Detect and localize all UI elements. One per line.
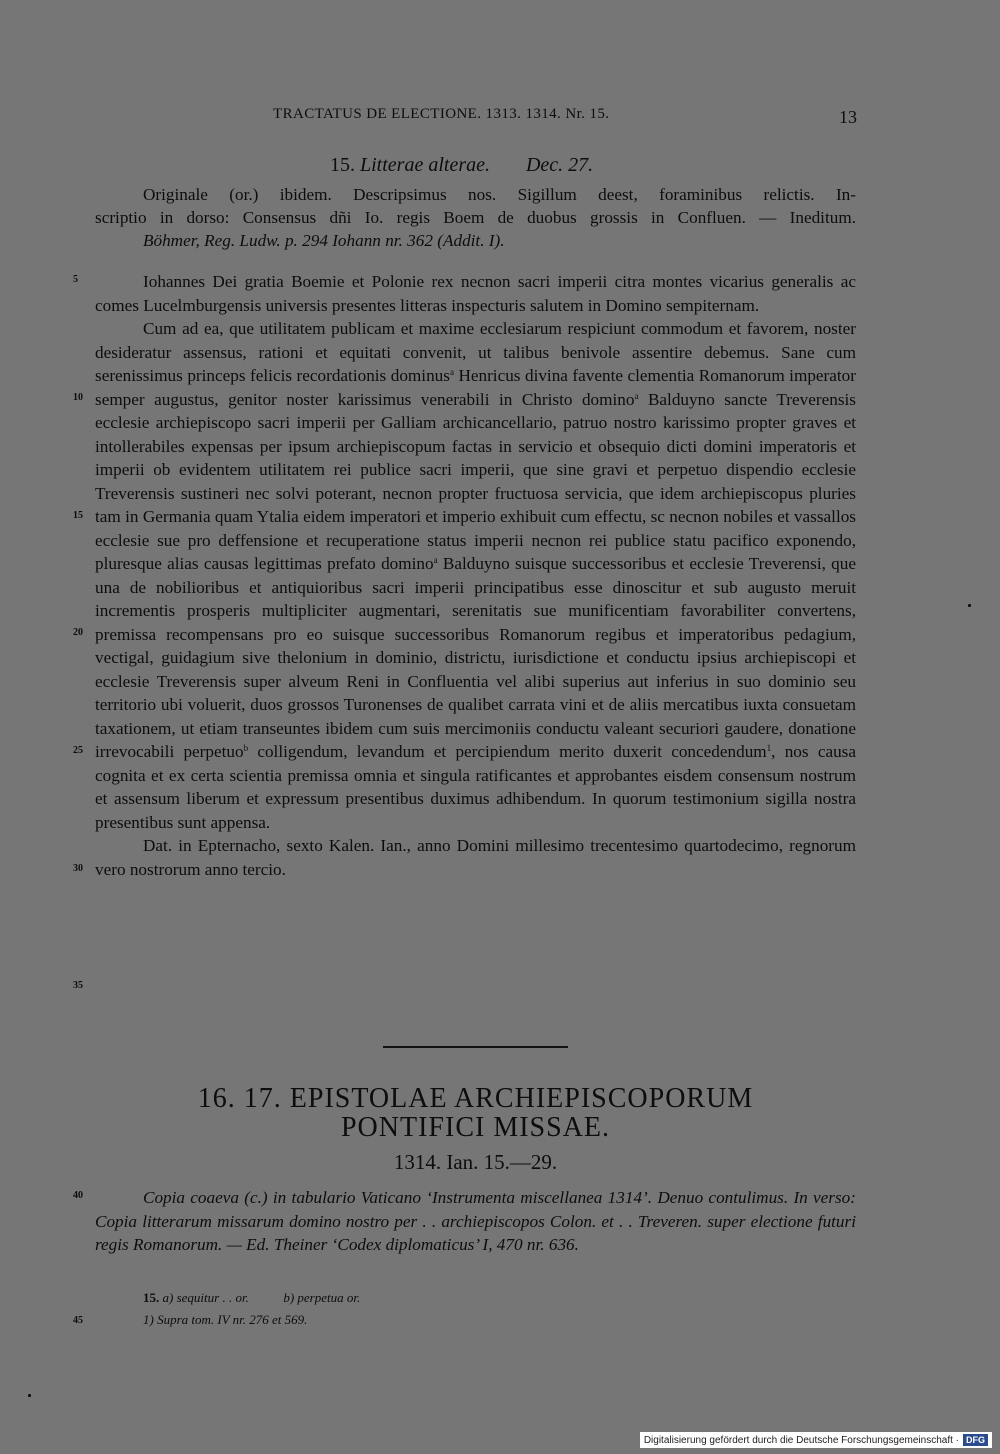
line-number: 5 [73, 274, 78, 285]
main-paragraph [95, 317, 856, 834]
footnote-marker: a [449, 367, 454, 377]
footnote-a: a) sequitur . . or. [162, 1290, 249, 1305]
section-16-heading-line-1: 16. 17. EPISTOLAE ARCHIEPISCOPORUM [197, 1083, 754, 1114]
footnote-15 [143, 1290, 360, 1306]
dfg-logo-icon: DFG [963, 1434, 988, 1446]
dfg-footer[interactable] [640, 1432, 992, 1448]
footer-text: Digitalisierung gefördert durch die Deutsche Forschungsgemeinschaft · [643, 1434, 959, 1446]
line-number: 25 [73, 745, 83, 756]
document-number: 15. [330, 154, 355, 176]
footnote-1: 1) Supra tom. IV nr. 276 et 569. [143, 1312, 308, 1327]
intitulatio-paragraph: Iohannes Dei gratia Boemie et Polonie rex necnon sacri imperii citra montes vicarius generalis ac comes Lucelmburgensis universis presentes litteras inspecturis salutem in Domino sempiternam. [95, 272, 856, 315]
source-note-line: Originale (or.) ibidem. Descripsimus nos. Sigillum deest, foraminibus relictis. In- [143, 185, 856, 204]
line-number: 35 [73, 980, 83, 991]
source-note-line: scriptio in dorso: Consensus dñi Io. regis Boem de duobus grossis in Confluen. — Ineditum. [95, 208, 856, 227]
paragraph-text: , nos causa cognita et ex certa scientia premissa omnia et singula ratificantes et approbantes eisdem consensum nostrum et assensum liberum et expressum presentibus duximus adhibendum. In quorum testimonium sigilla nostra presentibus sunt appensa. [95, 742, 856, 832]
line-number: 45 [73, 1315, 83, 1326]
paragraph-text: Cum ad ea, que utilitatem publicam et maxime ecclesiarum respiciunt commodum et favorem, noster desideratur assensus, rationi et equitati convenit, ut talibus benivole assentire debemus. Sane cum serenissimus princeps felicis recordationis dominus [95, 319, 856, 385]
section-16-heading-line-2: PONTIFICI MISSAE. [340, 1112, 611, 1143]
section-16-source-note [95, 1186, 856, 1257]
footnote-b: b) perpetua or. [283, 1290, 361, 1305]
footnote-marker: 1 [766, 743, 772, 753]
line-number: 30 [73, 863, 83, 874]
document-title: Litterae alterae. [360, 154, 490, 176]
source-note-line: Böhmer, Reg. Ludw. p. 294 Iohann nr. 362 (Addit. I). [143, 231, 505, 250]
footnote-marker: a [634, 390, 639, 401]
running-header: TRACTATUS DE ELECTIONE. 1313. 1314. Nr. 15. [273, 106, 610, 122]
paragraph-text: Henricus divina favente clementia Romanorum imperator semper augustus, genitor noster karissimus venerabili in Christo domino [95, 366, 856, 409]
line-number: 10 [73, 392, 83, 403]
datum-paragraph: Dat. in Epternacho, sexto Kalen. Ian., anno Domini millesimo trecentesimo quartodecimo, regnorum vero nostrorum anno tercio. [95, 836, 856, 879]
document-date: Dec. 27. [525, 154, 594, 176]
document-15-title [330, 154, 593, 177]
section-divider [383, 1046, 568, 1048]
line-number: 40 [73, 1190, 83, 1201]
section-16-date: 1314. Ian. 15.—29. [393, 1150, 558, 1174]
line-number: 20 [73, 627, 83, 638]
line-number: 15 [73, 510, 83, 521]
footnote-marker: b [243, 743, 249, 753]
source-note-text: Copia coaeva (c.) in tabulario Vaticano ‘Instrumenta miscellanea 1314’. Denuo contulimus. In verso: Copia litterarum missarum domino nostro per . . archiepiscopos Colon. et . . Treveren. super electione futuri regis Romanorum. — Ed. Theiner ‘Codex diplomaticus’ I, 470 nr. 636. [95, 1188, 856, 1254]
footnote-marker: a [433, 555, 438, 565]
page-number: 13 [839, 107, 857, 127]
paragraph-text: Balduyno suisque successoribus et ecclesie Treverensi, que una de nobilioribus et antiquioribus sacri imperii principatibus esse dinoscitur et sub augusto meruit incrementis prosperis multipliciter augmentari, serenitatis sue munificentiam favorabiliter convertens, premissa recompensans pro eo suisque successoribus Romanorum regibus et imperatoribus pedagium, vectigal, guidagium sive thelonium in dominio, districtu, iurisdictione et conductu ipsius archiepiscopi et ecclesie Treverensis super alveum Reni in Confluentia vel alibi superius aut inferius in suo dominio seu territorio ubi voluerit, duos grossos Turonenses de qualibet carrata vini et de aliis mercatibus iuxta consuetam taxationem, ut etiam transeuntes ibidem cum suis mercimoniis conductu valeant securiori gaudere, donatione irrevocabili perpetuo [95, 554, 856, 761]
document-15-source-note [95, 183, 856, 252]
scan-speck [28, 1394, 31, 1397]
paragraph-text: colligendum, levandum et percipiendum merito duxerit concedendum [248, 742, 767, 761]
scan-speck [968, 604, 971, 607]
paragraph-text: Balduyno sancte Treverensis ecclesie archiepiscopo sacri imperii per Galliam archicancellario, patruo nostro karissimo propter graves et intollerabiles expensas per ipsum archiepiscopum factas in servicio et obsequio dicti domini imperatoris et imperii ob evidentem utilitatem rei publice sacri imperii, que sine gravi et perpetuo dispendio ecclesie Treverensis sustineri nec solvi poterant, necnon propter fructuosa servicia, que idem archiepiscopus pluries tam in Germania quam Ytalia eidem imperatori et imperio exhibuit cum effectu, sc necnon nobiles et vassallos ecclesie sue pro deffensione et recuperatione status imperii necnon rei publice statu pacifico exponendo, pluresque alias causas legittimas prefato domino [95, 389, 856, 573]
footnote-doc-number: 15. [143, 1290, 160, 1305]
document-15-body [95, 270, 856, 881]
